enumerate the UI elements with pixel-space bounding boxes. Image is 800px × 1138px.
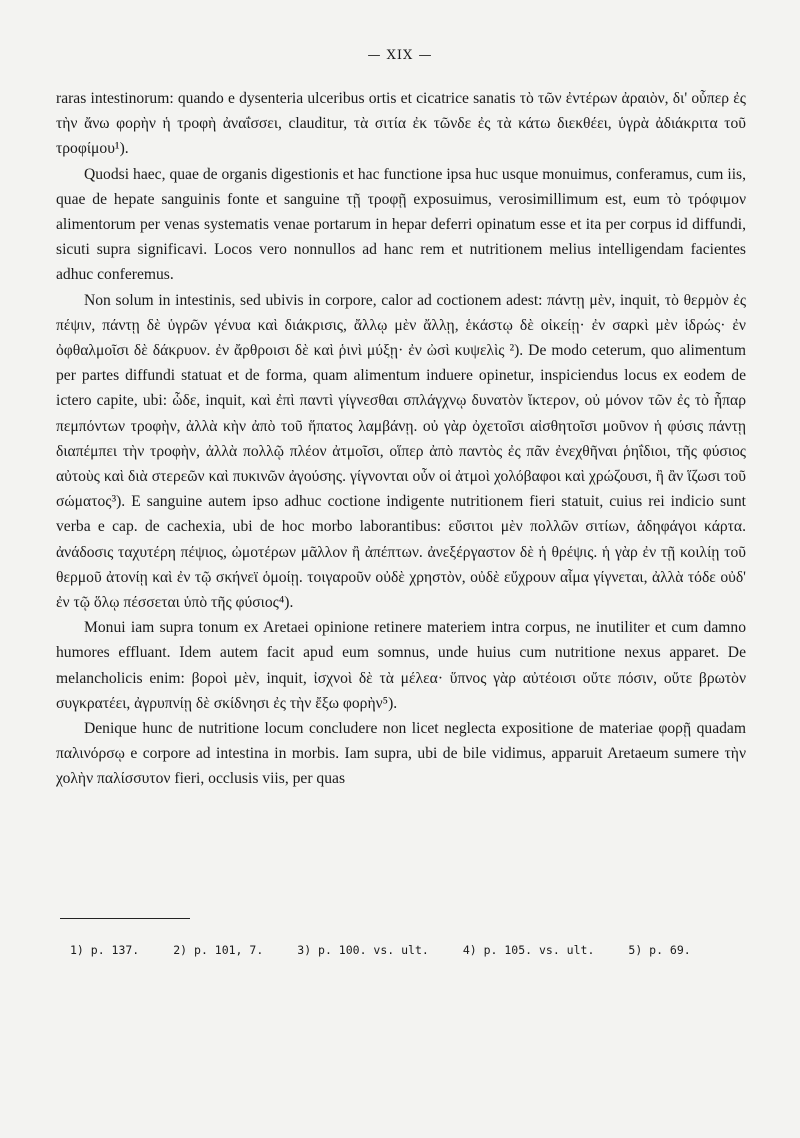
paragraph: Denique hunc de nutritione locum concludere non licet neglecta expositione de materiae φορῇ quadam παλινόρσῳ e corpore ad intestina in morbis. Iam supra, ubi de bile vidimus, apparuit Aretaeum sumere τὴν χολὴν παλίσσυτον fieri, occlusis viis, per quas	[56, 720, 746, 788]
page-number: — XIX —	[367, 48, 433, 63]
footnote: 2) p. 101, 7.	[173, 943, 264, 957]
paragraph: Monui iam supra tonum ex Aretaei opinione retinere materiem intra corpus, ne inutiliter et cum damno humores effluant. Idem autem facit apud eum somnus, unde huius cum nutritione nexus apparet. De melancholicis enim: βοροὶ μὲν, inquit, ἰσχνοὶ δὲ τὰ μέλεα· ὕπνος γὰρ αὐτέοισι οὔτε πόσιν, οὔτε βρωτὸν συγκρατέει, ἀγρυπνίῃ δὲ σκίδνησι ἐς τὴν ἔξω φορὴν⁵).	[56, 619, 746, 712]
paragraph: raras intestinorum: quando e dysenteria ulceribus ortis et cicatrice sanatis τὸ τῶν ἐντέρων ἀραιὸν, δι' οὗπερ ἐς τὴν ἄνω φορὴν ἡ τροφὴ ἀναΐσσει, clauditur, τὰ σιτία ἐκ τῶνδε ἐς τὰ κάτω διεκθέει, ὑγρὰ ἀδιάκριτα τοῦ τροφίμου¹).	[56, 90, 746, 158]
footnote: 5) p. 69.	[628, 943, 691, 957]
footnote: 4) p. 105. vs. ult.	[462, 943, 595, 957]
footnote: 3) p. 100. vs. ult.	[297, 943, 429, 957]
paragraph: Quodsi haec, quae de organis digestionis et hac functione ipsa huc usque monuimus, conferamus, cum iis, quae de hepate sanguinis fonte et sanguine τῇ τροφῇ exposuimus, verosimillimum est, eum τὸ τρόφιμον alimentorum per venas systematis venae portarum in hepar deferri opinatum esse et ita per corpus id diffundi, sicuti supra significavi. Locos vero nonnullos ad hanc rem et nutritionem melius intelligendam facientes adhuc conferemus.	[56, 165, 746, 284]
footnote: 1) p. 137.	[70, 943, 140, 957]
paragraph: Non solum in intestinis, sed ubivis in corpore, calor ad coctionem adest: πάντῃ μὲν, inquit, τὸ θερμὸν ἐς πέψιν, πάντῃ δὲ ὑγρῶν γένυα καὶ διάκρισις, ἄλλῳ μὲν ἄλλῃ, ἑκάστῳ δὲ οἰκείῃ· ἐν σαρκὶ μὲν ἱδρώς· ἐν ὀφθαλμοῖσι δὲ δάκρυον. ἐν ἄρθροισι δὲ καὶ ῥινὶ μύξῃ· ἐν ὠσὶ κυψελὶς ²). De modo ceterum, quo alimentum per partes diffundi statuat et de forma, quam alimentum induere opinetur, inspiciendus locus ex eodem de ictero capite, ubi: ὧδε, inquit, καὶ ἐπὶ παντὶ γίγνεσθαι σπλάγχνῳ δυνατὸν ἴκτερον, οὐ μόνον τῶν ἐς τὸ ἧπαρ πεμπόντων τροφὴν, ἀλλὰ κὴν ἀπὸ τοῦ ἥπατος λαμβάνῃ. οὐ γὰρ ὀχετοῖσι αἰσθητοῖσι μοῦνον ἡ φύσις πάντῃ διαπέμπει τὴν τροφὴν, ἀλλὰ πολλῷ πλέον ἀτμοῖσι, οἵπερ ἀπὸ παντὸς ἐς πᾶν ἐνεχθῆναι ῥηΐδιοι, τῆς φύσιος αὐτοὺς καὶ διὰ στερεῶν καὶ πυκινῶν ἀγούσης. γίγνονται οὖν οἱ ἀτμοὶ χολόβαφοι καὶ χρώζουσι, ἢ ἂν ἵζωσι τοῦ σώματος³). E sanguine autem ipso adhuc coctione indigente nutritionem fieri statuit, cuius rei indicio sunt verba e cap. de cachexia, ubi de hoc morbo laborantibus: εὔσιτοι μὲν πολλῶν σιτίων, ἀδηφάγοι κάρτα. ἀνάδοσις ταχυτέρη πέψιος, ὠμοτέρων μᾶλλον ἢ ἀπέπτων. ἀνεξέργαστον δὲ ἡ θρέψις. ἡ γὰρ ἐν τῇ κοιλίῃ τοῦ θερμοῦ ἀτονίῃ καὶ ἐν τῷ σκήνεϊ ὁμοίῃ. τοιγαροῦν οὐδὲ χρηστὸν, οὐδὲ εὔχρουν αἷμα γίγνεται, ἀλλὰ τόδε οὐδ' ἐν τῷ ὅλῳ πέσσεται ὑπὸ τῆς φύσιος⁴).	[56, 291, 746, 612]
footnotes	[70, 943, 750, 957]
main-text	[56, 86, 746, 792]
footnote-divider	[60, 918, 190, 919]
